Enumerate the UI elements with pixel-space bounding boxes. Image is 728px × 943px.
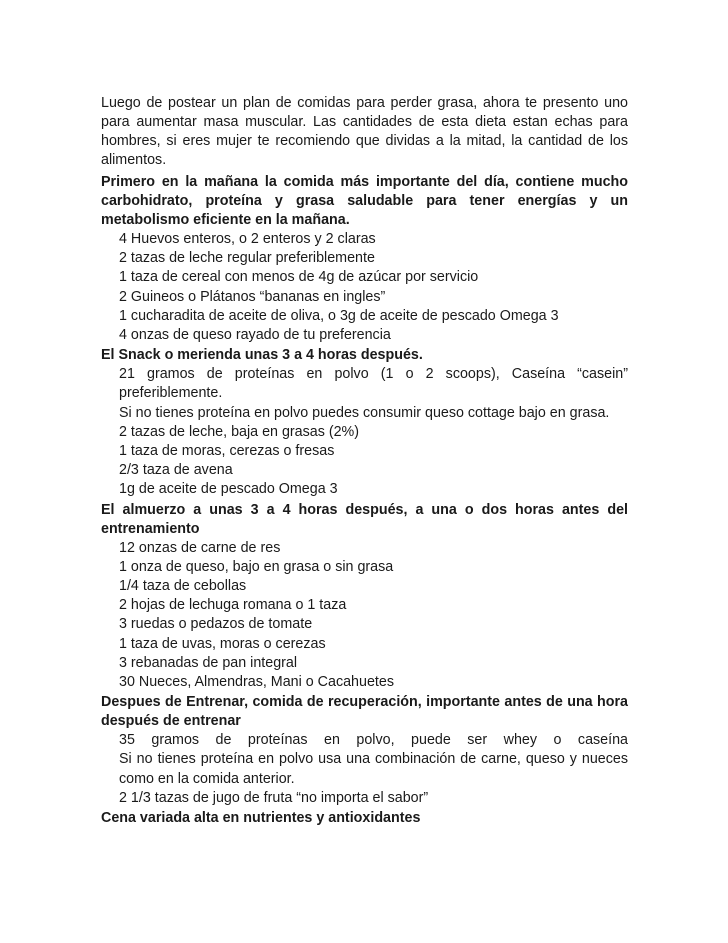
list-item: 2 1/3 tazas de jugo de fruta “no importa el sabor” [119, 789, 429, 806]
list-item: 12 onzas de carne de res [119, 539, 281, 556]
list-item: 1 taza de uvas, moras o cerezas [119, 635, 326, 652]
list-item: 1 onza de queso, bajo en grasa o sin grasa [119, 558, 394, 575]
list-item: Si no tienes proteína en polvo puedes consumir queso cottage bajo en grasa. [119, 404, 610, 421]
section-heading-breakfast: Primero en la mañana la comida más importante del día, contiene mucho carbohidrato, proteína y grasa saludable para tener energías y un metabolismo eficiente en la mañana. [101, 174, 628, 228]
section-heading-snack: El Snack o merienda unas 3 a 4 horas después. [101, 347, 423, 364]
snack-list [101, 365, 628, 499]
list-item: 2/3 taza de avena [119, 462, 233, 479]
post-workout-list [101, 731, 628, 808]
list-item: 1 cucharadita de aceite de oliva, o 3g de aceite de pescado Omega 3 [119, 307, 559, 324]
list-item: 4 Huevos enteros, o 2 enteros y 2 claras [119, 231, 376, 247]
list-item: 2 tazas de leche regular preferiblemente [119, 250, 375, 267]
list-item: 1 taza de moras, cerezas o fresas [119, 443, 335, 460]
intro-paragraph: Luego de postear un plan de comidas para perder grasa, ahora te presento uno para aumentar masa muscular. Las cantidades de esta dieta estan echas para hombres, si eres mujer te recomiendo que dividas a la mitad, la cantidad de los alimentos. [101, 95, 628, 168]
lunch-list [101, 539, 628, 693]
list-item: 2 Guineos o Plátanos “bananas en ingles” [119, 288, 386, 305]
list-item: 1g de aceite de pescado Omega 3 [119, 481, 338, 498]
breakfast-list [101, 230, 628, 345]
section-heading-dinner: Cena variada alta en nutrientes y antioxidantes [101, 810, 421, 827]
list-item: 3 ruedas o pedazos de tomate [119, 616, 313, 633]
list-item: 2 hojas de lechuga romana o 1 taza [119, 597, 347, 614]
list-item: 21 gramos de proteínas en polvo (1 o 2 scoops), Caseína “casein” preferiblemente. [119, 366, 628, 402]
list-item: 35 gramos de proteínas en polvo, puede ser whey o caseína [119, 732, 628, 749]
list-item: 1/4 taza de cebollas [119, 578, 247, 595]
list-item: 1 taza de cereal con menos de 4g de azúcar por servicio [119, 269, 479, 286]
document-page [101, 94, 628, 828]
list-item: 4 onzas de queso rayado de tu preferencia [119, 327, 391, 344]
section-heading-post-workout: Despues de Entrenar, comida de recuperación, importante antes de una hora después de entrenar [101, 694, 628, 730]
list-item: 2 tazas de leche, baja en grasas (2%) [119, 423, 360, 440]
list-item: 30 Nueces, Almendras, Mani o Cacahuetes [119, 674, 394, 691]
list-item: 3 rebanadas de pan integral [119, 654, 298, 671]
list-item: Si no tienes proteína en polvo usa una combinación de carne, queso y nueces como en la comida anterior. [119, 751, 628, 787]
section-heading-lunch: El almuerzo a unas 3 a 4 horas después, a una o dos horas antes del entrenamiento [101, 501, 628, 537]
